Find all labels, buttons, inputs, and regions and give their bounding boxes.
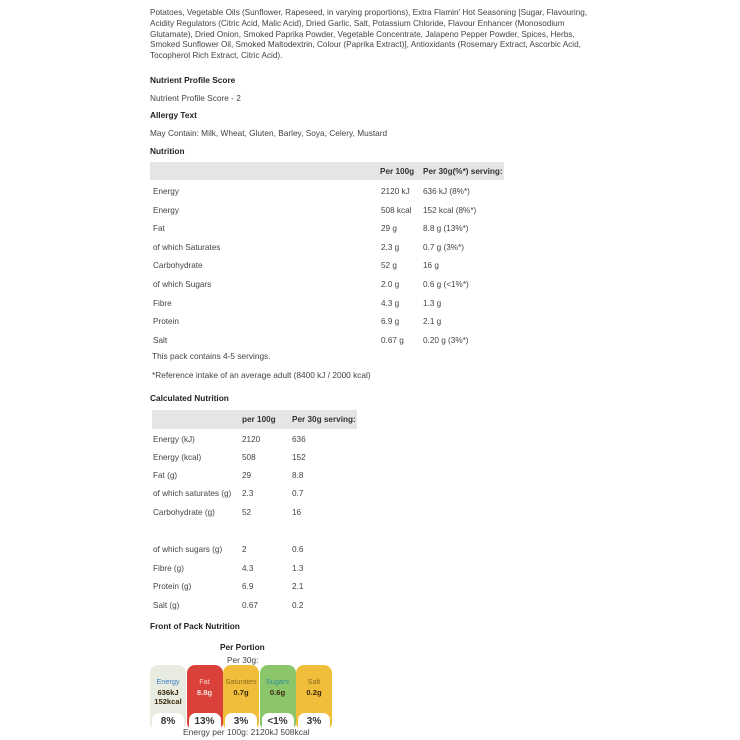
per100-value: 2.3 g bbox=[381, 242, 400, 252]
serving-value: 8.8 bbox=[292, 471, 304, 480]
fop-tile-value-primary: 8.8g bbox=[196, 688, 213, 697]
nutrient-name: Fat bbox=[153, 224, 165, 234]
serving-value: 2.1 g bbox=[423, 317, 442, 327]
table-row bbox=[152, 453, 357, 467]
calculated-heading: Calculated Nutrition bbox=[150, 393, 229, 403]
fop-tile-energy bbox=[150, 665, 186, 729]
per100-value: 6.9 g bbox=[381, 317, 400, 327]
col-per100: per 100g bbox=[242, 415, 276, 424]
serving-value: 636 bbox=[292, 435, 306, 444]
nutrition-heading: Nutrition bbox=[150, 146, 185, 156]
nutrition-table-header bbox=[150, 162, 504, 180]
fop-tile-fat bbox=[187, 665, 223, 729]
allergy-heading: Allergy Text bbox=[150, 110, 197, 120]
table-row bbox=[152, 582, 357, 596]
table-row bbox=[150, 261, 504, 275]
front-of-pack-labels bbox=[150, 665, 435, 735]
nutrient-profile-heading: Nutrient Profile Score bbox=[150, 75, 236, 85]
table-row bbox=[152, 564, 357, 578]
per100-value: 2120 bbox=[242, 435, 261, 444]
fop-tile-value-primary: 0.7g bbox=[233, 688, 249, 697]
servings-note: This pack contains 4-5 servings. bbox=[152, 351, 271, 361]
fop-tile-value bbox=[150, 688, 186, 706]
ingredients-text: Potatoes, Vegetable Oils (Sunflower, Rapeseed, in varying proportions), Extra Flamin' Hot Seasoning [Sugar, Flavouring, Acidity Regulators (Citric Acid, Malic Acid), Dried Garlic, Salt, Potassium Chloride, Flavour Enhancer (Monosodium Glutamate), Dried Onion, Smoked Paprika Powder, Vegetable Concentrate, Jalapeno Pepper Powder, Spices, Herbs, Smoked Sunflower Oil, Smoked Maltodextrin, Colour (Paprika Extract)], Antioxidants (Rosemary Extract, Ascorbic Acid, Tocopherol Rich Extract, Citric Acid). bbox=[150, 8, 588, 61]
table-row bbox=[152, 471, 357, 485]
serving-value: 0.20 g (3%*) bbox=[423, 335, 469, 345]
table-row bbox=[150, 280, 504, 294]
fop-tile-value bbox=[260, 688, 296, 697]
per100-value: 6.9 bbox=[242, 582, 254, 591]
serving-value: 1.3 bbox=[292, 564, 304, 573]
per100-value: 0.67 bbox=[242, 601, 258, 610]
fop-tile-value-primary: 0.6g bbox=[269, 688, 286, 697]
allergy-text: May Contain: Milk, Wheat, Gluten, Barley, Soya, Celery, Mustard bbox=[150, 128, 388, 138]
nutrient-name: Fibre (g) bbox=[153, 564, 184, 573]
serving-value: 0.6 g (<1%*) bbox=[423, 280, 469, 289]
per-portion-label: Per Portion bbox=[220, 642, 265, 652]
nutrient-name: Energy (kcal) bbox=[153, 453, 202, 462]
serving-value: 0.7 g (3%*) bbox=[423, 242, 464, 252]
per100-value: 52 g bbox=[381, 261, 397, 271]
serving-value: 0.6 bbox=[292, 545, 304, 554]
col-serving: Per 30g(%*) serving: bbox=[423, 167, 503, 176]
nutrient-name: of which Saturates bbox=[153, 242, 221, 252]
fop-tile-label: Salt bbox=[307, 677, 321, 686]
nutrient-name: Energy (kJ) bbox=[153, 435, 195, 444]
fop-tile-percent: <1% bbox=[262, 713, 294, 729]
fop-tile-percent: 3% bbox=[225, 713, 257, 729]
fop-tile-label: Energy bbox=[156, 677, 180, 686]
per100-value: 508 bbox=[242, 453, 256, 462]
table-row bbox=[152, 435, 357, 449]
reference-note: *Reference intake of an average adult (8400 kJ / 2000 kcal) bbox=[152, 370, 371, 380]
table-row bbox=[152, 489, 357, 503]
per100-value: 2120 kJ bbox=[381, 187, 410, 196]
nutrient-name: Protein (g) bbox=[153, 582, 192, 591]
per100-value: 4.3 bbox=[242, 564, 254, 573]
nutrient-name: Energy bbox=[153, 205, 179, 215]
fop-tile-value-primary: 636kJ bbox=[157, 688, 179, 697]
nutrient-name: of which Sugars bbox=[153, 280, 212, 289]
fop-tile-salt bbox=[296, 665, 332, 729]
nutrient-name: Salt bbox=[153, 335, 168, 345]
fop-tile-value bbox=[296, 688, 332, 697]
per100-value: 2.0 g bbox=[381, 280, 400, 289]
fop-tile-value bbox=[187, 688, 223, 697]
fop-tile-value bbox=[223, 688, 259, 697]
table-row bbox=[152, 508, 357, 522]
serving-value: 2.1 bbox=[292, 582, 304, 591]
nutrient-name: Salt (g) bbox=[153, 601, 180, 610]
serving-value: 1.3 g bbox=[423, 298, 442, 308]
serving-value: 16 g bbox=[423, 261, 439, 271]
fop-tile-label: Fat bbox=[199, 677, 210, 686]
per100-value: 0.67 g bbox=[381, 335, 404, 345]
nutrient-name: of which sugars (g) bbox=[153, 545, 223, 554]
fop-tile-sugars bbox=[260, 665, 296, 729]
calculated-table-header bbox=[152, 410, 357, 429]
table-row bbox=[150, 243, 504, 257]
table-row bbox=[150, 317, 504, 331]
table-row bbox=[150, 187, 504, 201]
serving-value: 0.7 bbox=[292, 489, 304, 498]
serving-value: 636 kJ (8%*) bbox=[423, 187, 470, 196]
serving-value: 152 kcal (8%*) bbox=[423, 205, 477, 215]
serving-value: 0.2 bbox=[292, 601, 304, 610]
table-row bbox=[150, 206, 504, 220]
serving-value: 16 bbox=[292, 508, 302, 517]
per100-value: 29 g bbox=[381, 224, 397, 234]
nutrient-name: Carbohydrate bbox=[153, 261, 203, 271]
per100-value: 52 bbox=[242, 508, 252, 517]
per100-value: 29 bbox=[242, 471, 252, 480]
per-weight-label: Per 30g: bbox=[227, 655, 259, 665]
nutrient-name: Carbohydrate (g) bbox=[153, 508, 215, 517]
nutrient-name: Energy bbox=[153, 187, 179, 196]
nutrient-name: Protein bbox=[153, 317, 179, 327]
fop-tile-label: Sugars bbox=[265, 677, 290, 686]
table-row bbox=[152, 601, 357, 615]
nutrient-profile-text: Nutrient Profile Score - 2 bbox=[150, 93, 241, 103]
per100-value: 2 bbox=[242, 545, 247, 554]
per100-value: 508 kcal bbox=[381, 205, 412, 215]
fop-tile-value-secondary: 152kcal bbox=[154, 697, 182, 706]
nutrient-name: Fat (g) bbox=[153, 471, 178, 480]
per100-value: 4.3 g bbox=[381, 298, 400, 308]
table-row bbox=[150, 299, 504, 313]
fop-tile-percent: 13% bbox=[189, 713, 221, 729]
serving-value: 8.8 g (13%*) bbox=[423, 224, 469, 234]
col-serving: Per 30g serving: bbox=[292, 415, 356, 424]
fop-tile-label: Saturates bbox=[225, 677, 257, 686]
fop-tile-percent: 8% bbox=[152, 713, 184, 729]
table-row bbox=[152, 545, 357, 559]
fop-tile-value-primary: 0.2g bbox=[306, 688, 322, 697]
table-row bbox=[150, 336, 504, 350]
per100-value: 2.3 bbox=[242, 489, 254, 498]
col-per100: Per 100g bbox=[380, 167, 415, 176]
serving-value: 152 bbox=[292, 453, 306, 462]
table-row bbox=[150, 224, 504, 238]
nutrient-name: Fibre bbox=[153, 298, 172, 308]
nutrient-name: of which saturates (g) bbox=[153, 489, 232, 498]
front-of-pack-heading: Front of Pack Nutrition bbox=[150, 621, 240, 631]
energy-per-100g-footer: Energy per 100g: 2120kJ 508kcal bbox=[183, 727, 310, 737]
fop-tile-saturates bbox=[223, 665, 259, 729]
fop-tile-percent: 3% bbox=[298, 713, 330, 729]
